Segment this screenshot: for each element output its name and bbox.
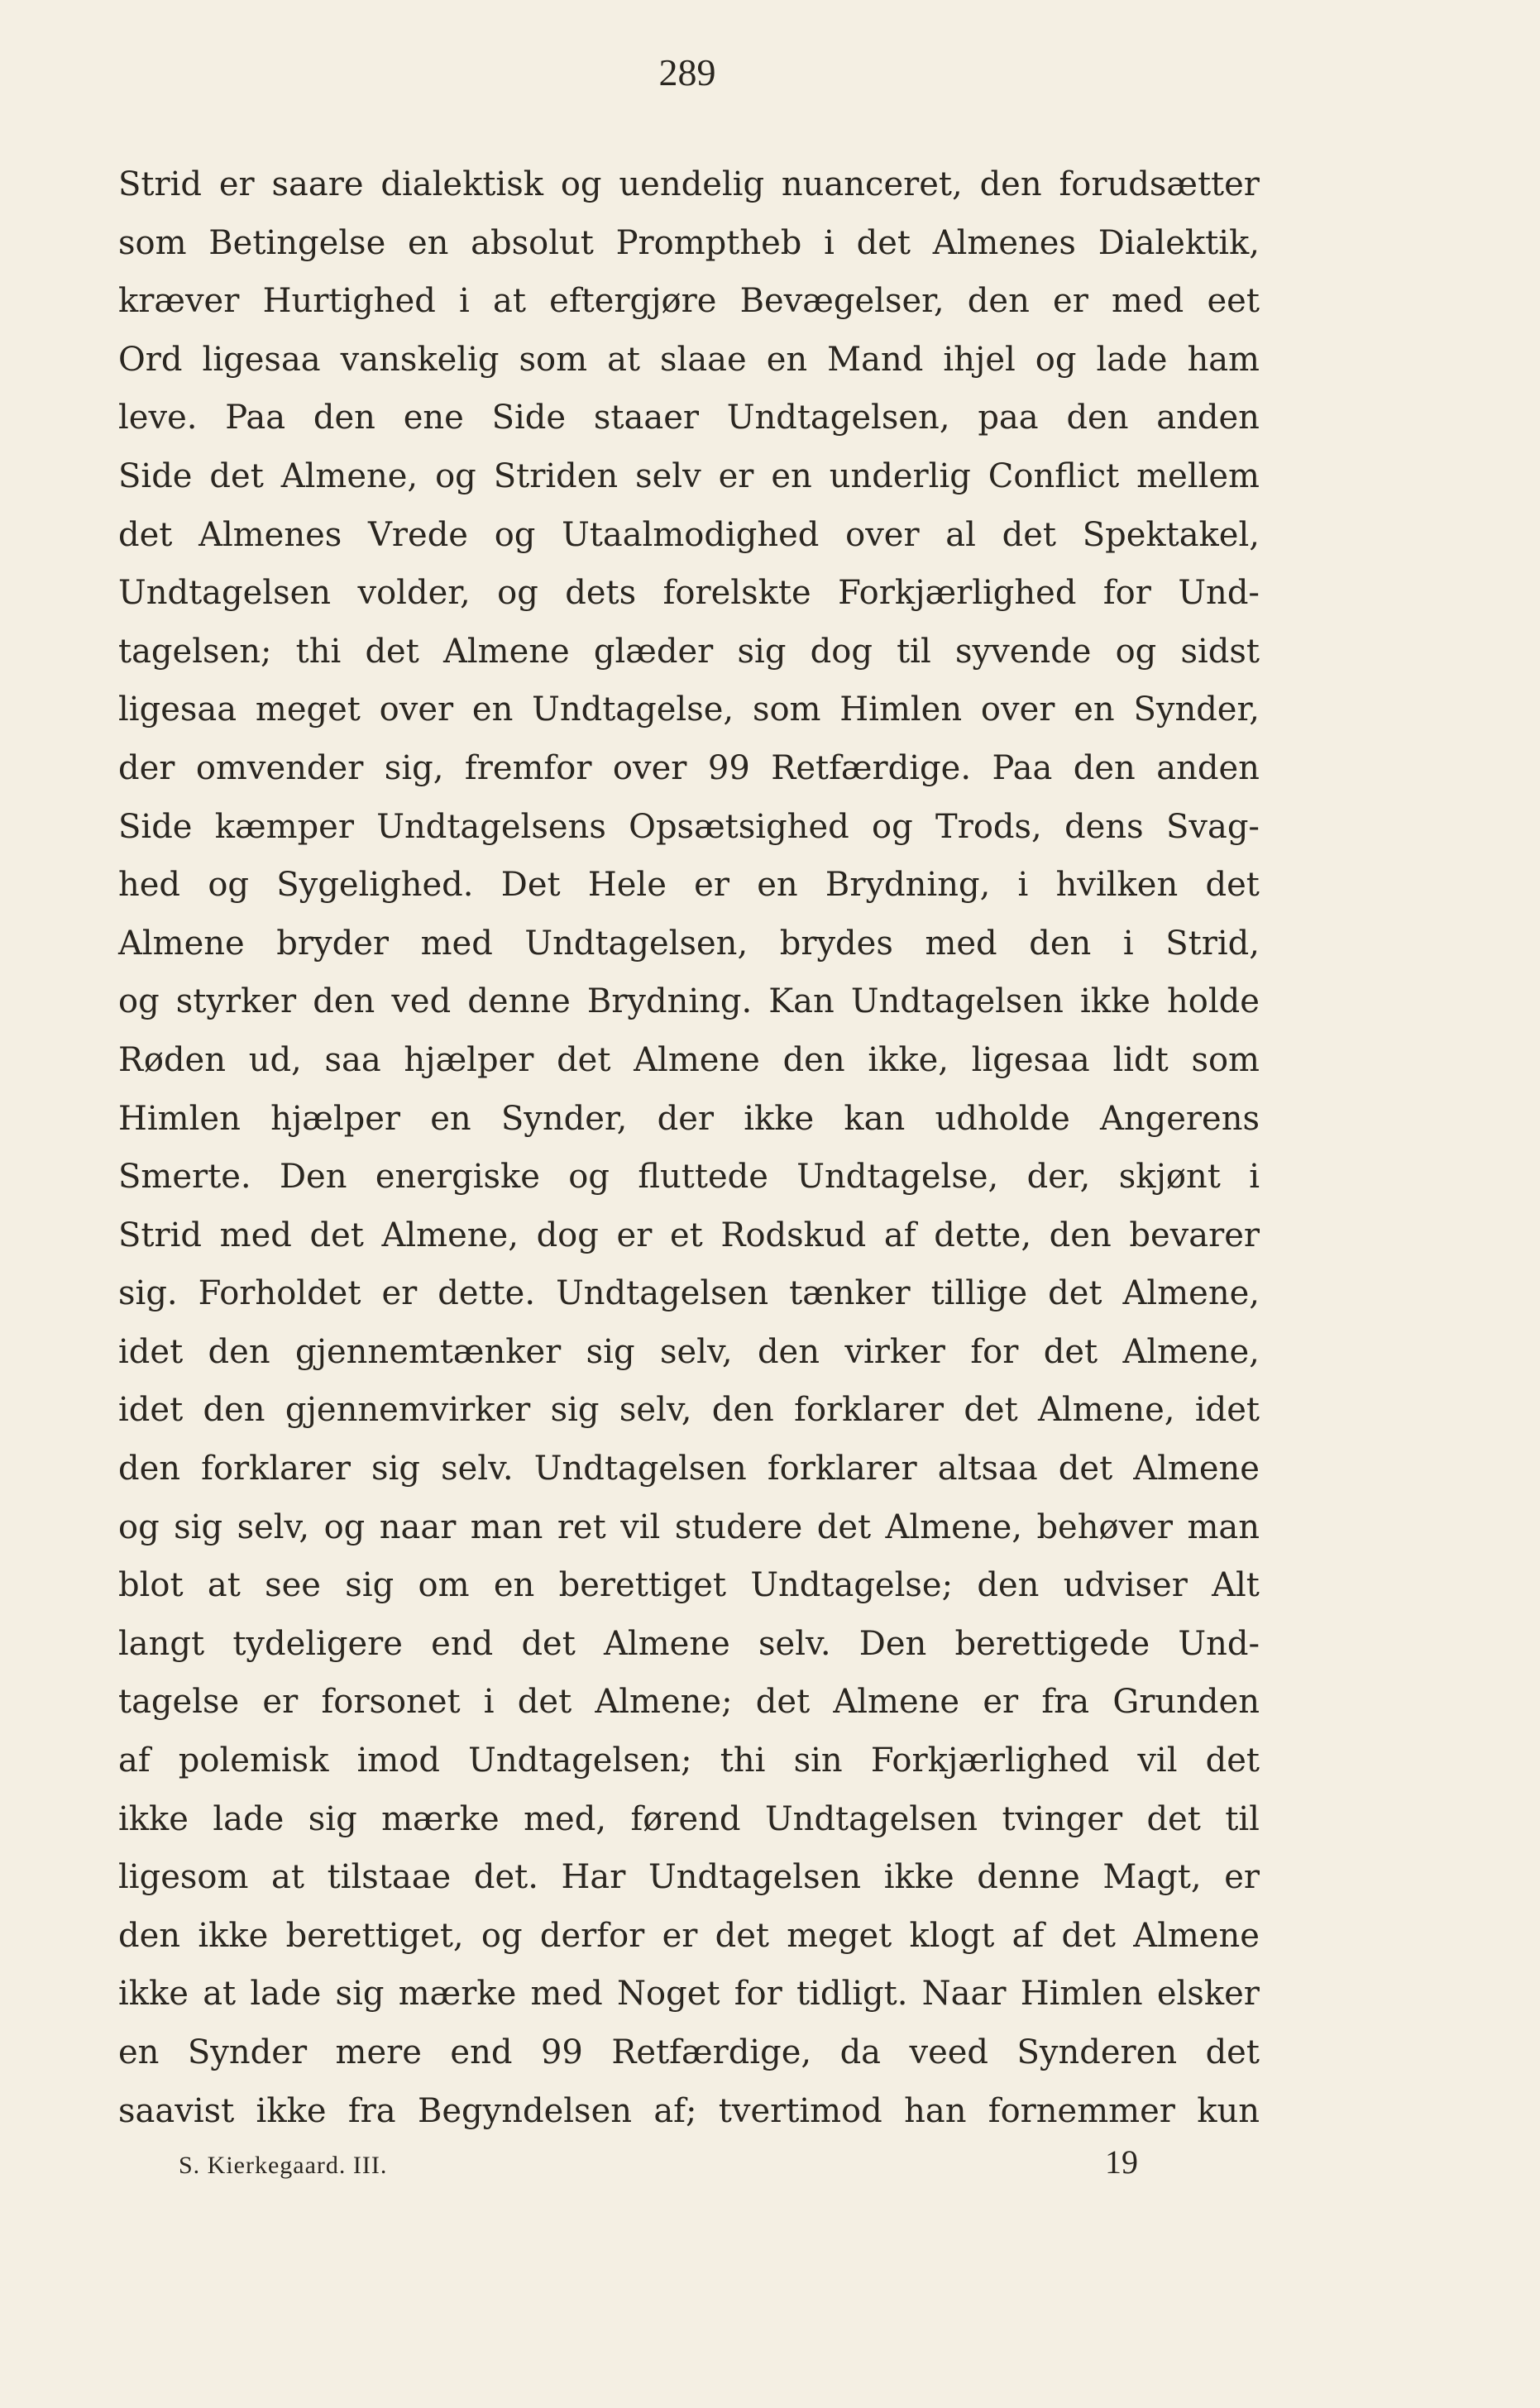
- text-line: kræver Hurtighed i at eftergjøre Bevægelser, den er med eet: [118, 282, 1260, 321]
- text-line: sig. Forholdet er dette. Undtagelsen tænker tillige det Almene,: [118, 1274, 1260, 1313]
- text-line: ligesaa meget over en Undtagelse, som Himlen over en Synder,: [118, 690, 1260, 729]
- text-line: Smerte. Den energiske og fluttede Undtagelse, der, skjønt i: [118, 1158, 1260, 1197]
- text-line: det Almenes Vrede og Utaalmodighed over al det Spektakel,: [118, 515, 1260, 554]
- text-line: idet den gjennemvirker sig selv, den forklarer det Almene, idet: [118, 1391, 1260, 1430]
- text-line: blot at see sig om en berettiget Undtagelse; den udviser Alt: [118, 1566, 1260, 1605]
- text-line: tagelsen; thi det Almene glæder sig dog til syvende og sidst: [118, 632, 1260, 671]
- text-line: hed og Sygelighed. Det Hele er en Brydning, i hvilken det: [118, 866, 1260, 905]
- text-line: tagelse er forsonet i det Almene; det Almene er fra Grunden: [118, 1683, 1260, 1722]
- text-line: ikke at lade sig mærke med Noget for tidligt. Naar Himlen elsker: [118, 1975, 1260, 2014]
- text-line: som Betingelse en absolut Promptheb i det Almenes Dialektik,: [118, 223, 1260, 262]
- sheet-number: 19: [1105, 2143, 1138, 2181]
- page-footer: [179, 2143, 1138, 2181]
- text-line: der omvender sig, fremfor over 99 Retfærdige. Paa den anden: [118, 748, 1260, 787]
- text-line: Strid er saare dialektisk og uendelig nuanceret, den forudsætter: [118, 165, 1260, 203]
- text-line: ikke lade sig mærke med, førend Undtagelsen tvinger det til: [118, 1799, 1260, 1838]
- text-line: Strid med det Almene, dog er et Rodskud af dette, den bevarer: [118, 1216, 1260, 1254]
- text-line: Undtagelsen volder, og dets forelskte Forkjærlighed for Und-: [118, 574, 1260, 613]
- text-line: af polemisk imod Undtagelsen; thi sin Forkjærlighed vil det: [118, 1742, 1260, 1780]
- text-line: saavist ikke fra Begyndelsen af; tvertimod han fornemmer kun: [118, 2091, 1260, 2130]
- text-line: den forklarer sig selv. Undtagelsen forklarer altsaa det Almene: [118, 1450, 1260, 1488]
- text-line: ligesom at tilstaae det. Har Undtagelsen ikke denne Magt, er: [118, 1858, 1260, 1897]
- text-line: og styrker den ved denne Brydning. Kan Undtagelsen ikke holde: [118, 982, 1260, 1021]
- text-line: og sig selv, og naar man ret vil studere det Almene, behøver man: [118, 1507, 1260, 1546]
- text-line: Røden ud, saa hjælper det Almene den ikke, ligesaa lidt som: [118, 1040, 1260, 1079]
- text-line: leve. Paa den ene Side staaer Undtagelsen, paa den anden: [118, 399, 1260, 437]
- body-text: [118, 155, 1260, 2140]
- signature-mark: S. Kierkegaard. III.: [179, 2152, 388, 2179]
- text-line: Side kæmper Undtagelsens Opsætsighed og Trods, dens Svag-: [118, 807, 1260, 846]
- text-line: Himlen hjælper en Synder, der ikke kan udholde Angerens: [118, 1099, 1260, 1138]
- text-line: Ord ligesaa vanskelig som at slaae en Mand ihjel og lade ham: [118, 340, 1260, 379]
- text-line: idet den gjennemtænker sig selv, den virker for det Almene,: [118, 1332, 1260, 1371]
- page-number: 289: [658, 51, 716, 93]
- text-line: en Synder mere end 99 Retfærdige, da veed Synderen det: [118, 2033, 1260, 2071]
- text-line: Side det Almene, og Striden selv er en underlig Conflict mellem: [118, 456, 1260, 495]
- text-line: langt tydeligere end det Almene selv. Den berettigede Und-: [118, 1624, 1260, 1663]
- text-line: den ikke berettiget, og derfor er det meget klogt af det Almene: [118, 1916, 1260, 1955]
- text-line: Almene bryder med Undtagelsen, brydes med den i Strid,: [118, 924, 1260, 963]
